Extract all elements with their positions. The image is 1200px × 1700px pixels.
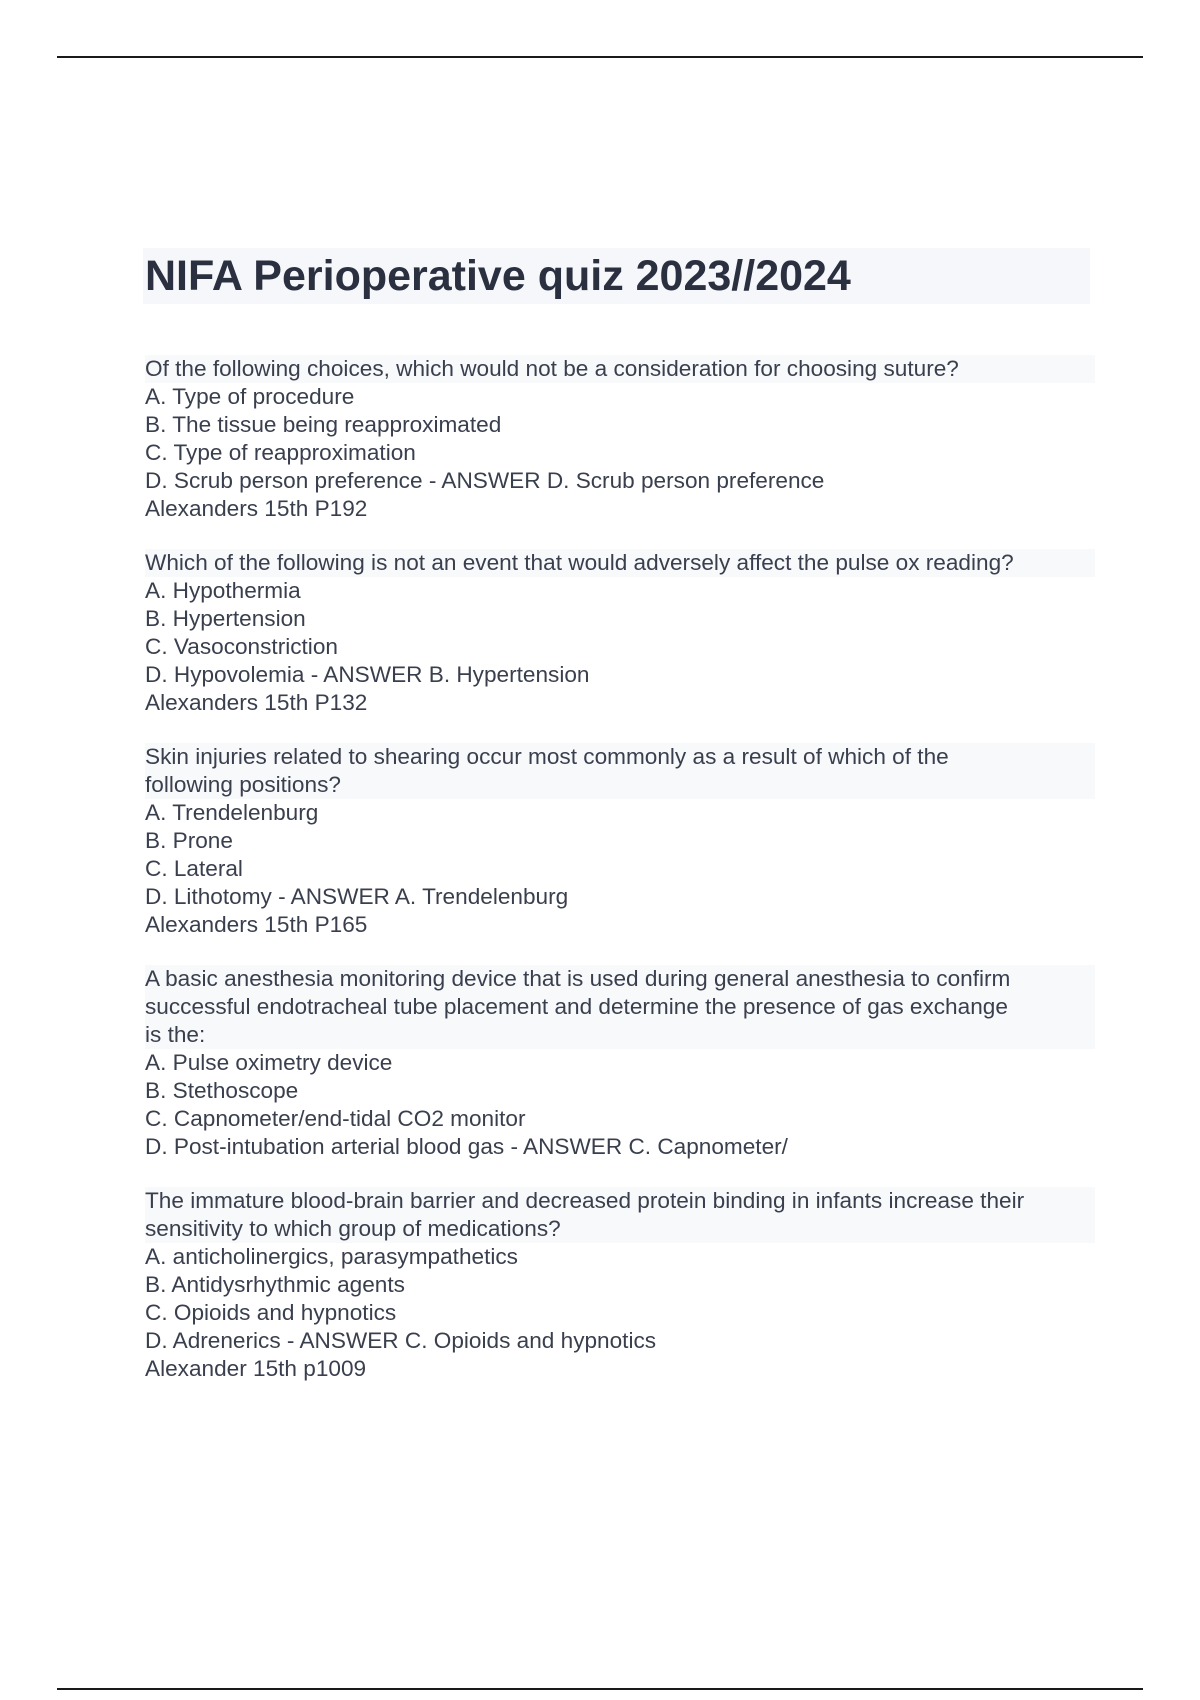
answer-options (145, 383, 1095, 495)
bottom-rule (57, 1688, 1143, 1690)
question-stem-line: following positions? (145, 771, 1095, 799)
answer-options (145, 577, 1095, 689)
question-stem (145, 1187, 1095, 1243)
answer-option: B. Antidysrhythmic agents (145, 1272, 405, 1297)
answer-option: B. Prone (145, 828, 233, 853)
question-stem-line: The immature blood-brain barrier and decreased protein binding in infants increase their (145, 1187, 1095, 1215)
answer-option: C. Type of reapproximation (145, 440, 416, 465)
question-stem (145, 355, 1095, 383)
question-stem (145, 549, 1095, 577)
answer-option: D. Lithotomy - ANSWER A. Trendelenburg (145, 884, 569, 909)
question-list (145, 355, 1095, 1409)
answer-option: C. Capnometer/end-tidal CO2 monitor (145, 1106, 526, 1131)
answer-options (145, 799, 1095, 911)
question-stem-line: A basic anesthesia monitoring device that is used during general anesthesia to confirm (145, 965, 1095, 993)
answer-option: A. anticholinergics, parasympathetics (145, 1244, 518, 1269)
answer-option: D. Hypovolemia - ANSWER B. Hypertension (145, 662, 590, 687)
reference: Alexanders 15th P165 (145, 912, 368, 937)
answer-option: D. Adreneric​s - ANSWER C. Opioids and hypnotics (145, 1328, 657, 1353)
answer-option: D. Post-intubation arterial blood gas - ANSWER C. Capnometer/ (145, 1134, 788, 1159)
answer-option: A. Hypothermia (145, 578, 301, 603)
answer-options (145, 1049, 1095, 1161)
answer-option: C. Lateral (145, 856, 243, 881)
answer-option: B. Hypertension (145, 606, 306, 631)
answer-option: B. Stethoscope (145, 1078, 299, 1103)
question-stem (145, 965, 1095, 1049)
question-stem-line: successful endotracheal tube placement and determine the presence of gas exchange (145, 993, 1095, 1021)
answer-option: B. The tissue being reapproximated (145, 412, 502, 437)
question-stem-line: is the: (145, 1021, 1095, 1049)
question-stem-line: Of the following choices, which would not be a consideration for choosing suture? (145, 355, 1095, 383)
answer-options (145, 1243, 1095, 1355)
answer-option: A. Trendelenburg (145, 800, 319, 825)
answer-option: C. Vasoconstriction (145, 634, 338, 659)
answer-option: D. Scrub person preference - ANSWER D. Scrub person preference (145, 468, 825, 493)
question-5 (145, 1187, 1095, 1383)
question-stem-line: sensitivity to which group of medications? (145, 1215, 1095, 1243)
page-title: NIFA Perioperative quiz 2023//2024 (145, 252, 851, 300)
reference: Alexanders 15th P132 (145, 690, 368, 715)
answer-option: C. Opioids and hypnotics (145, 1300, 397, 1325)
top-rule (57, 56, 1143, 58)
answer-option: A. Type of procedure (145, 384, 355, 409)
question-2 (145, 549, 1095, 717)
question-4 (145, 965, 1095, 1161)
question-3 (145, 743, 1095, 939)
question-1 (145, 355, 1095, 523)
answer-option: A. Pulse oximetry device (145, 1050, 393, 1075)
reference: Alexanders 15th P192 (145, 496, 368, 521)
question-stem-line: Which of the following is not an event that would adversely affect the pulse ox reading? (145, 549, 1095, 577)
question-stem-line: Skin injuries related to shearing occur most commonly as a result of which of the (145, 743, 1095, 771)
question-stem (145, 743, 1095, 799)
reference: Alexander 15th p1009 (145, 1356, 367, 1381)
